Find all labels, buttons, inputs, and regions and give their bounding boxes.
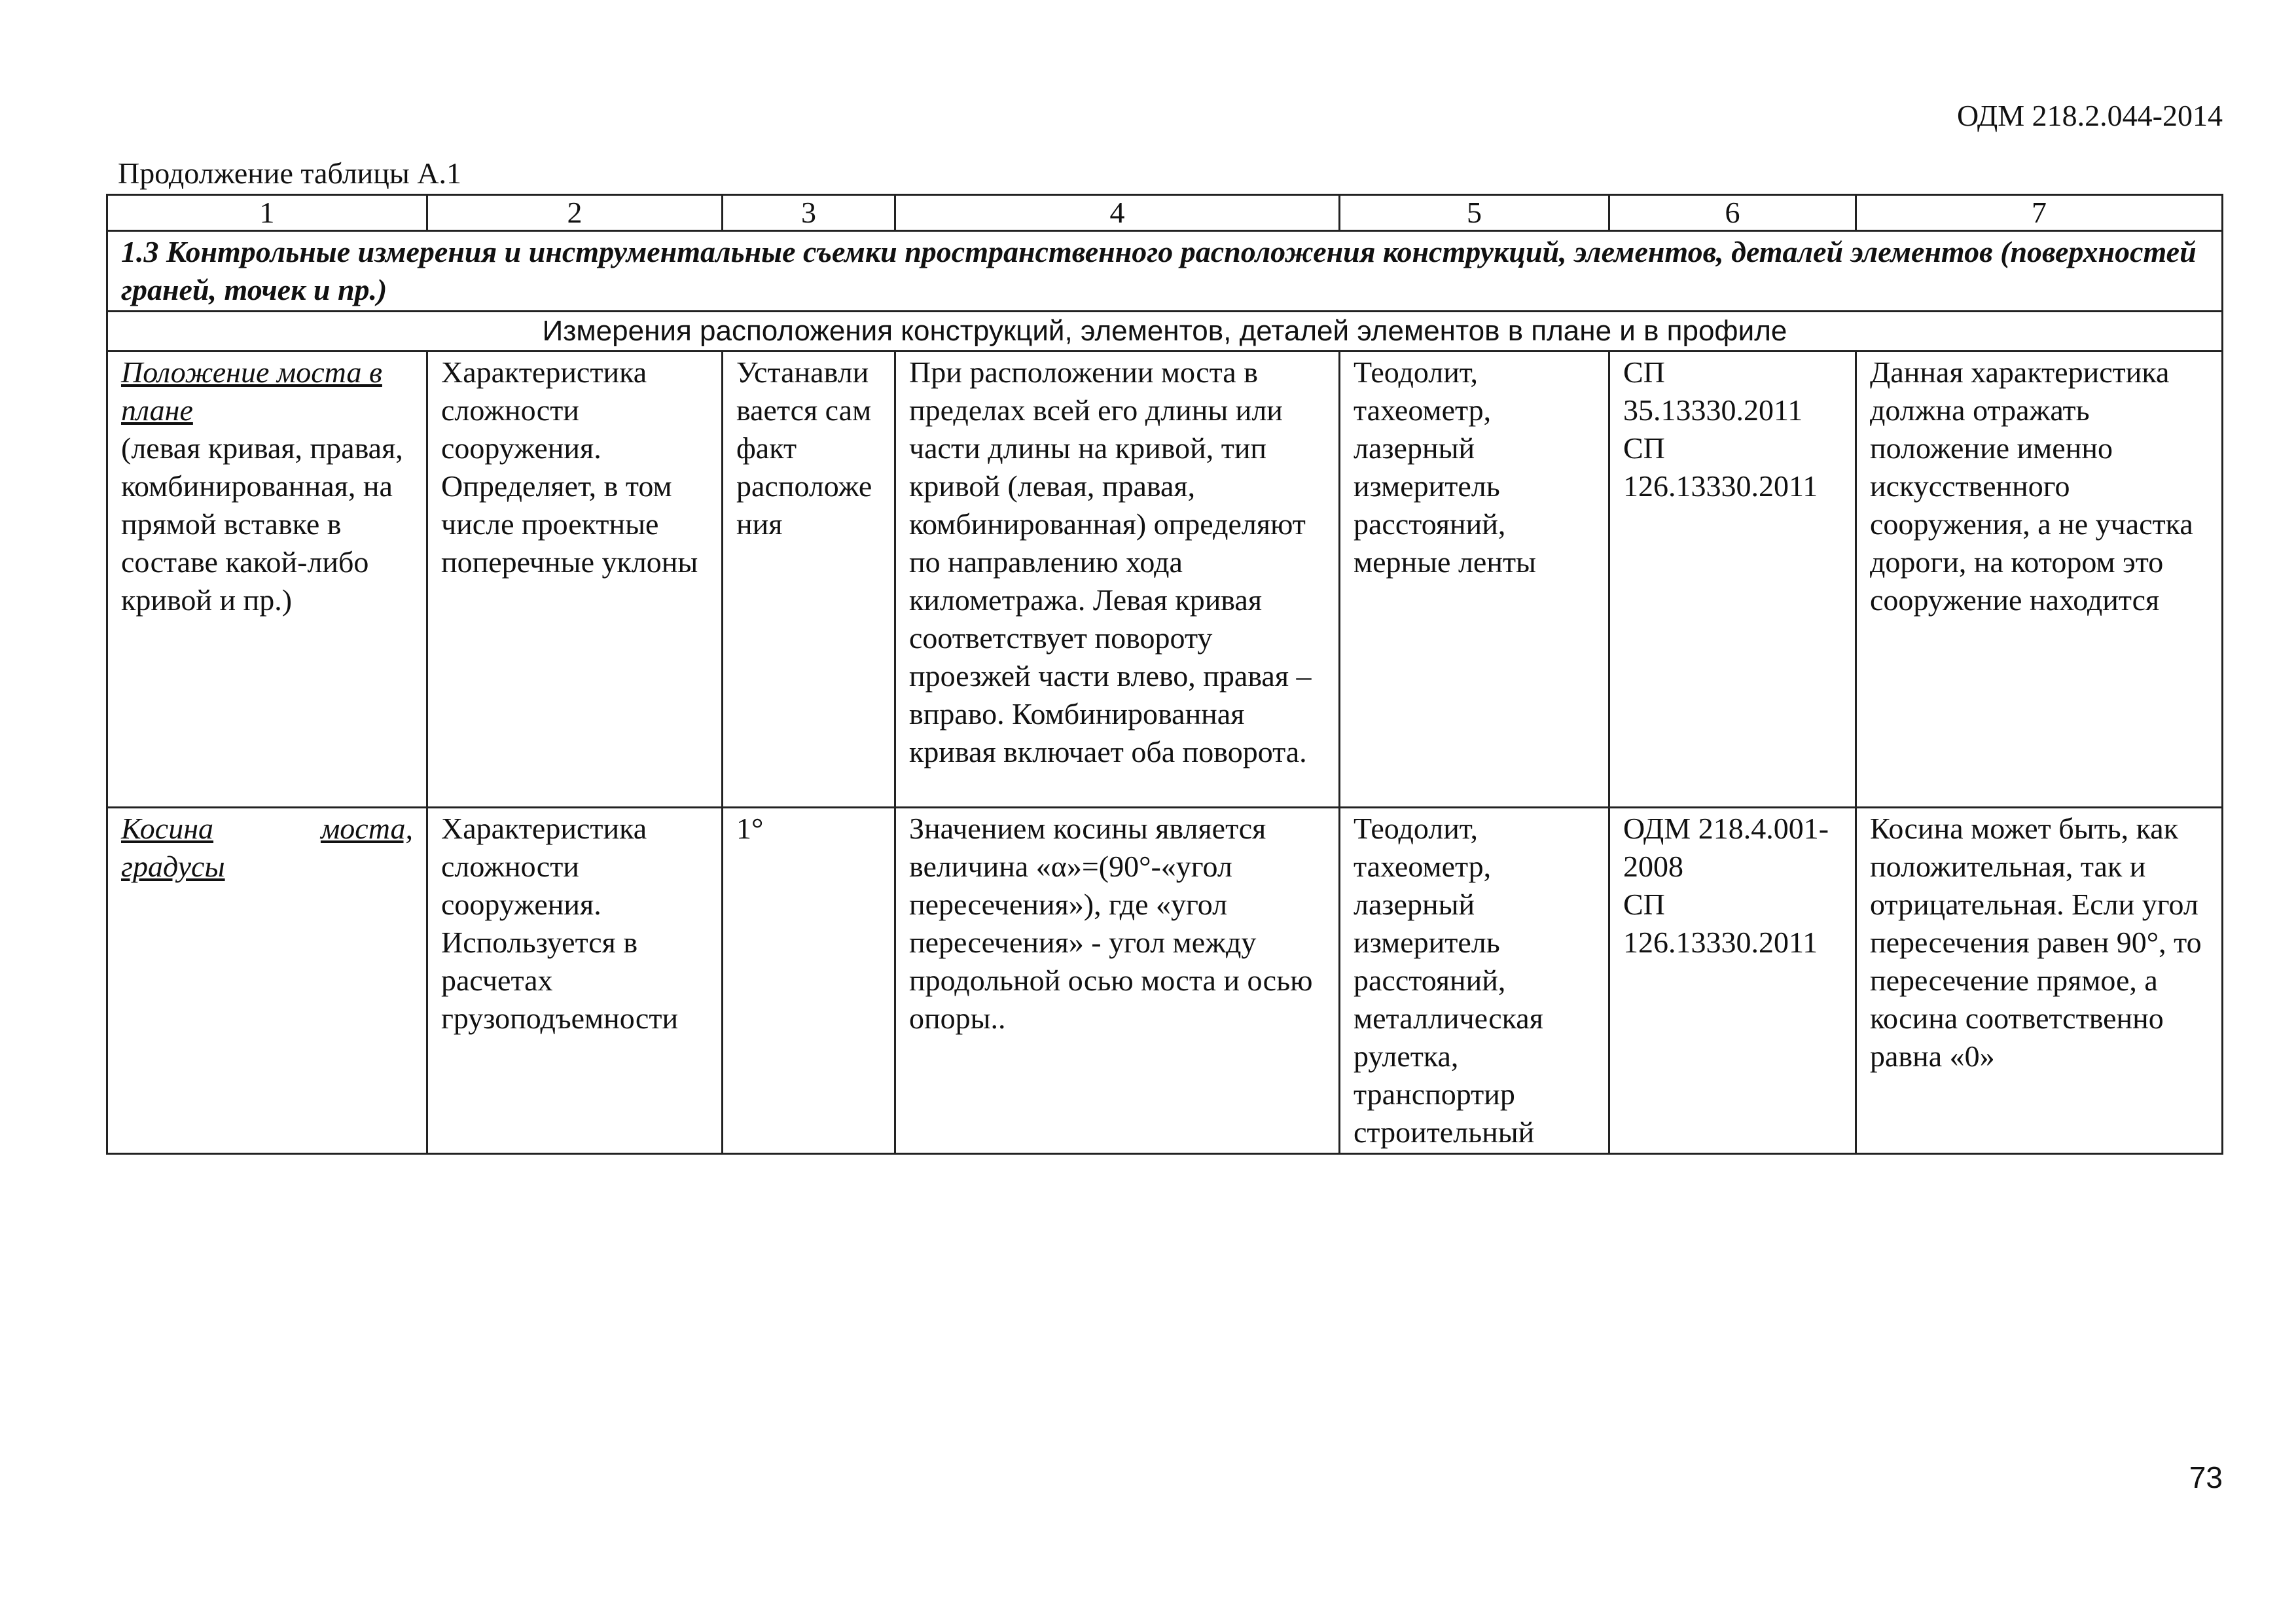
standards-cell: ОДМ 218.4.001- 2008 СП 126.13330.2011 — [1609, 808, 1856, 1154]
subsection-row — [107, 312, 2223, 352]
column-number: 1 — [107, 195, 427, 231]
column-number: 3 — [723, 195, 895, 231]
table-row — [107, 808, 2223, 1154]
characteristic-cell: Характеристика сложности сооружения. Используется в расчетах грузоподъемности — [427, 808, 723, 1154]
method-cell: Значением косины является величина «α»=(90°-«угол пересечения»), где «угол пересечения» - угол между продольной осью моста и осью опоры.. — [895, 808, 1340, 1154]
table-row — [107, 352, 2223, 808]
column-number: 2 — [427, 195, 723, 231]
parameter-name: Положение моста в плане — [121, 355, 382, 427]
table-caption: Продолжение таблицы А.1 — [118, 156, 462, 190]
column-number: 5 — [1340, 195, 1609, 231]
parameter-name-word: моста, — [320, 812, 413, 845]
parameter-name-word: Косина — [121, 812, 214, 845]
column-number-row — [107, 195, 2223, 231]
notes-cell: Данная характеристика должна отражать положение именно искусственного сооружения, а не участка дороги, на котором это сооружение находится — [1856, 352, 2223, 808]
parameter-cell — [107, 808, 427, 1154]
instruments-cell: Теодолит, тахеометр, лазерный измеритель расстояний, металлическая рулетка, транспортир строительный — [1340, 808, 1609, 1154]
standards-cell: СП 35.13330.2011 СП 126.13330.2011 — [1609, 352, 1856, 808]
column-number: 7 — [1856, 195, 2223, 231]
column-number: 4 — [895, 195, 1340, 231]
parameter-name-unit: градусы — [121, 850, 225, 883]
section-row — [107, 231, 2223, 312]
instruments-cell: Теодолит, тахеометр, лазерный измеритель расстояний, мерные ленты — [1340, 352, 1609, 808]
document-code: ОДМ 218.2.044-2014 — [1956, 99, 2223, 132]
data-table — [106, 194, 2223, 1155]
method-cell: При расположении моста в пределах всей его длины или части длины на кривой, тип кривой (левая, правая, комбинированная) определяют по направлению хода километража. Левая кривая соответствует повороту проезжей части влево, правая – вправо. Комбинированная кривая включает оба поворота. — [895, 352, 1340, 808]
subsection-title: Измерения расположения конструкций, элементов, деталей элементов в плане и в профиле — [107, 312, 2223, 352]
accuracy-cell: Устанавли вается сам факт расположе ния — [723, 352, 895, 808]
accuracy-cell: 1° — [723, 808, 895, 1154]
characteristic-cell: Характеристика сложности сооружения. Определяет, в том числе проектные поперечные уклоны — [427, 352, 723, 808]
notes-cell: Косина может быть, как положительная, так и отрицательная. Если угол пересечения равен 90°, то пересечение прямое, а косина соответственно равна «0» — [1856, 808, 2223, 1154]
column-number: 6 — [1609, 195, 1856, 231]
parameter-note: (левая кривая, правая, комбинированная, на прямой вставке в составе какой-либо кривой и пр.) — [121, 431, 403, 617]
parameter-cell — [107, 352, 427, 808]
page-number: 73 — [2189, 1460, 2223, 1494]
section-title: 1.3 Контрольные измерения и инструментальные съемки пространственного расположения конструкций, элементов, деталей элементов (поверхностей граней, точек и пр.) — [107, 231, 2223, 312]
parameter-name-line — [121, 810, 413, 848]
